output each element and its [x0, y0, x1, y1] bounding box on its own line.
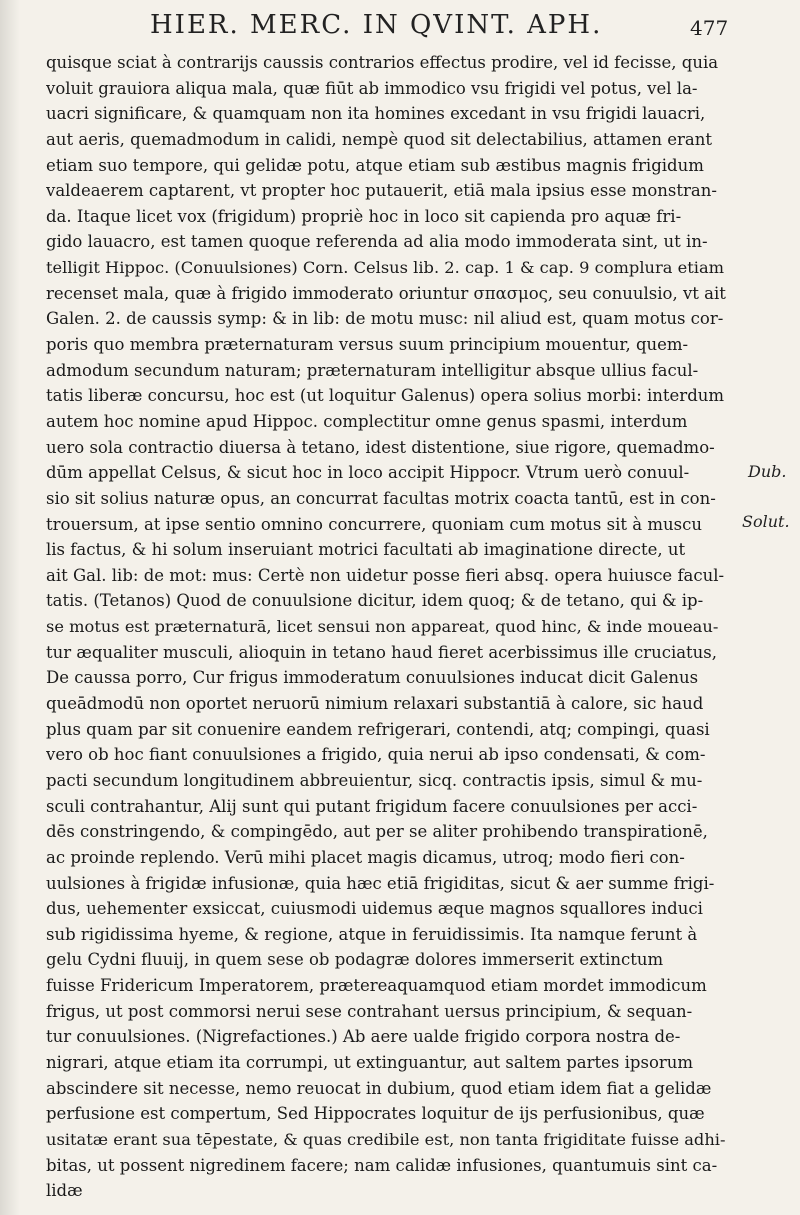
text-line: se motus est præternaturā, licet sensui non appareat, quod hinc, & inde moueau-	[46, 617, 719, 637]
text-line: dus, uehementer exsiccat, cuiusmodi uidemus æque magnos squallores induci	[46, 899, 703, 919]
text-line: autem hoc nomine apud Hippoc. complectitur omne genus spasmi, interdum	[46, 411, 688, 431]
text-line: tatis. (Tetanos) Quod de conuulsione dicitur, idem quoq; & de tetano, qui & ip-	[46, 591, 704, 611]
text-line: quisque sciat à contrarijs caussis contrarios effectus prodire, vel id fecisse, quia	[46, 53, 719, 72]
text-line: tatis liberæ concursu, hoc est (ut loquitur Galenus) opera solius morbi: interdum	[46, 386, 725, 406]
text-line: valdeaerem captarent, vt propter hoc putauerit, etiā mala ipsius esse monstran-	[46, 181, 717, 201]
text-line: ac proinde replendo. Verū mihi placet magis dicamus, utroq; modo fieri con-	[46, 847, 685, 867]
text-line: pacti secundum longitudinem abbreuientur, sicq. contractis ipsis, simul & mu-	[46, 770, 703, 790]
text-line: De caussa porro, Cur frigus immoderatum conuulsiones inducat dicit Galenus	[46, 668, 699, 688]
text-line: tur æqualiter musculi, alioquin in tetano haud fieret acerbissimus ille cruciatus,	[46, 642, 718, 662]
page-number: 477	[690, 16, 729, 40]
text-line: fuisse Fridericum Imperatorem, prætereaquamquod etiam mordet immodicum	[46, 976, 707, 996]
text-line: gelu Cydni fluuij, in quem sese ob podagræ dolores immerserit extinctum	[46, 950, 664, 970]
text-line: bitas, ut possent nigredinem facere; nam calidæ infusiones, quantumuis sint ca-	[46, 1155, 718, 1175]
text-line: dēs constringendo, & compingēdo, aut per se aliter prohibendo transpirationē,	[46, 822, 708, 842]
margin-note-solut: Solut.	[742, 512, 790, 531]
text-line: lis factus, & hi solum inseruiant motrici facultati ab imaginatione directe, ut	[46, 540, 686, 560]
text-line: recenset mala, quæ à frigido immoderato oriuntur σπασμος, seu conuulsio, vt ait	[46, 283, 726, 303]
text-line: abscindere sit necesse, nemo reuocat in dubium, quod etiam idem fiat a gelidæ	[46, 1078, 712, 1098]
text-line: Galen. 2. de caussis symp: & in lib: de motu musc: nil aliud est, quam motus cor-	[46, 309, 724, 329]
text-line: nigrari, atque etiam ita corrumpi, ut extinguantur, aut saltem partes ipsorum	[46, 1052, 694, 1072]
text-line: etiam suo tempore, qui gelidæ potu, atque etiam sub æstibus magnis frigidum	[46, 155, 704, 175]
text-line: tur conuulsiones. (Nigrefactiones.) Ab aere ualde frigido corpora nostra de-	[46, 1027, 681, 1047]
text-line: gido lauacro, est tamen quoque referenda ad alia modo immoderata sint, ut in-	[46, 232, 708, 252]
running-head: HIER. MERC. IN QVINT. APH.	[150, 10, 603, 40]
text-line: uulsiones à frigidæ infusionæ, quia hæc etiā frigiditas, sicut & aer summe frigi-	[46, 873, 715, 893]
text-line: sub rigidissima hyeme, & regione, atque in feruidissimis. Ita namque ferunt à	[46, 924, 698, 944]
text-line: da. Itaque licet vox (frigidum) propriè hoc in loco sit capienda pro aquæ fri-	[46, 206, 682, 226]
text-line: perfusione est compertum, Sed Hippocrates loquitur de ijs perfusionibus, quæ	[46, 1104, 705, 1124]
text-line: plus quam par sit conuenire eandem refrigerari, contendi, atq; compingi, quasi	[46, 719, 710, 739]
text-line: lidæ	[46, 1181, 83, 1201]
text-line: queādmodū non oportet neruorū nimium relaxari substantiā à calore, sic haud	[46, 694, 704, 714]
text-line: frigus, ut post commorsi nerui sese contrahant uersus principium, & sequan-	[46, 1001, 693, 1021]
page-gutter-shadow	[0, 0, 20, 1215]
margin-note-dub: Dub.	[748, 462, 787, 481]
text-line: admodum secundum naturam; præternaturam intelligitur absque ullius facul-	[46, 360, 699, 380]
text-line: telligit Hippoc. (Conuulsiones) Corn. Celsus lib. 2. cap. 1 & cap. 9 complura etiam	[46, 258, 725, 278]
text-line: aut aeris, quemadmodum in calidi, nempè quod sit delectabilius, attamen erant	[46, 129, 713, 149]
text-line: sculi contrahantur, Alij sunt qui putant frigidum facere conuulsiones per acci-	[46, 796, 698, 816]
text-line: voluit grauiora aliqua mala, quæ fiūt ab immodico vsu frigidi vel potus, vel la-	[46, 78, 698, 98]
body-text	[46, 50, 726, 1204]
text-line: vero ob hoc fiant conuulsiones a frigido, quia nerui ab ipso condensati, & com-	[46, 745, 706, 765]
text-line: uacri significare, & quamquam non ita homines excedant in vsu frigidi lauacri,	[46, 104, 706, 124]
text-line: dūm appellat Celsus, & sicut hoc in loco accipit Hippocr. Vtrum uerò conuul-	[46, 463, 690, 483]
text-line: sio sit solius naturæ opus, an concurrat facultas motrix coacta tantū, est in con-	[46, 488, 716, 508]
text-line: trouersum, at ipse sentio omnino concurrere, quoniam cum motus sit à muscu	[46, 514, 702, 534]
text-line: ait Gal. lib: de mot: mus: Certè non uidetur posse fieri absq. opera huiusce facul-	[46, 565, 725, 585]
text-line: uero sola contractio diuersa à tetano, idest distentione, siue rigore, quemadmo-	[46, 437, 715, 457]
text-line: usitatæ erant sua tēpestate, & quas credibile est, non tanta frigiditate fuisse adhi-	[46, 1129, 726, 1149]
text-line: poris quo membra præternaturam versus suum principium mouentur, quem-	[46, 335, 689, 355]
